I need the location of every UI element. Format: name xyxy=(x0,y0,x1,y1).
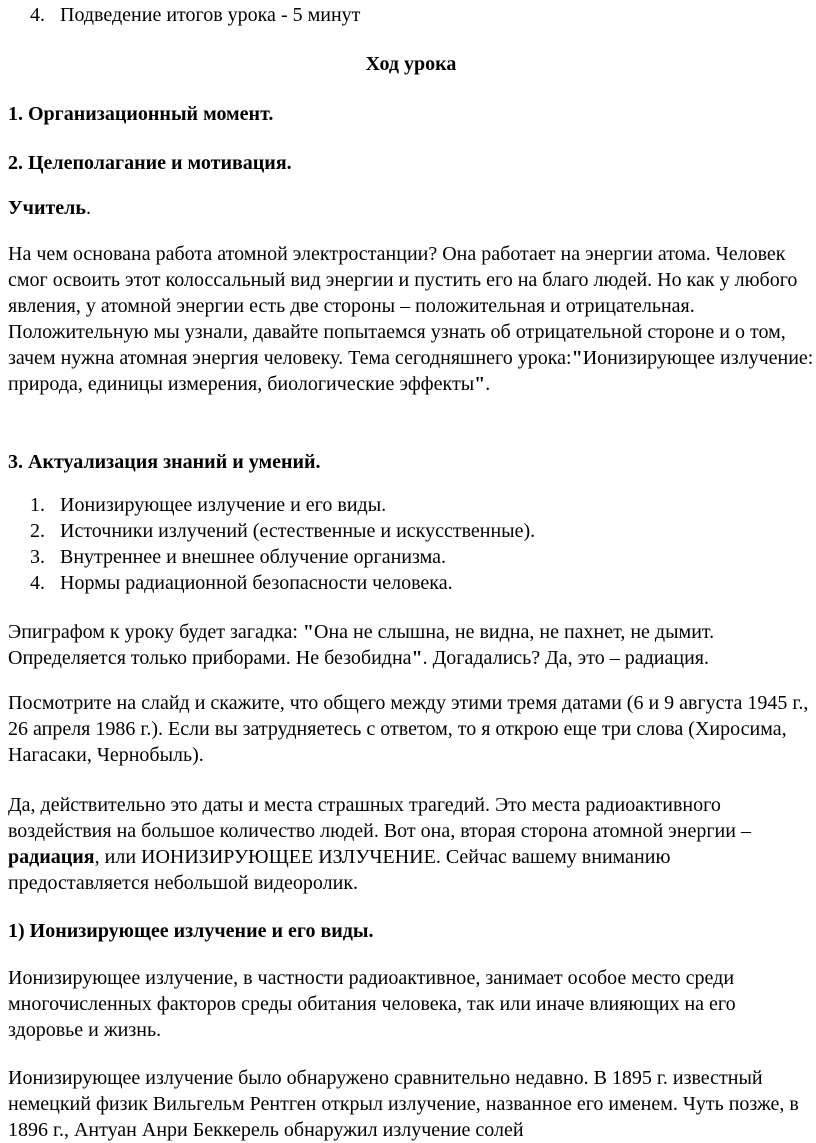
subsection-heading-1: 1) Ионизирующее излучение и его виды. xyxy=(8,920,374,942)
list-item xyxy=(8,570,814,596)
slide-paragraph: Посмотрите на слайд и скажите, что общего между этими тремя датами (6 и 9 августа 1945 г., 26 апреля 1986 г.). Если вы затрудняетесь с ответом, то я открою еще три слова (Хиросима, Нагасаки, Чернобыль). xyxy=(8,692,809,766)
actualization-list xyxy=(8,492,814,596)
intro-end: . xyxy=(485,373,491,395)
epigraph-answer: . Догадались? Да, это – радиация. xyxy=(422,647,709,669)
plan-list xyxy=(8,2,814,28)
list-text: Ионизирующее излучение и его виды. xyxy=(60,494,387,516)
tragedy-text: Да, действительно это даты и места страшных трагедий. Это места радиоактивного воздействия на большое количество людей. Вот она, вторая сторона атомной энергии – xyxy=(8,794,751,842)
teacher-name: Учитель xyxy=(8,197,86,219)
intro-paragraph xyxy=(8,241,814,397)
list-number: 2. xyxy=(30,520,45,542)
tragedy-paragraph xyxy=(8,792,814,896)
epigraph-intro: Эпиграфом к уроку будет загадка: xyxy=(8,621,303,643)
teacher-label xyxy=(8,195,814,221)
topic-quote-close: " xyxy=(474,373,486,395)
list-number: 1. xyxy=(30,494,45,516)
riddle-quote-open: " xyxy=(302,621,315,643)
history-paragraph: Ионизирующее излучение было обнаружено сравнительно недавно. В 1895 г. известный немецкий физик Вильгельм Рентген открыл излучение, названное его именем. Чуть позже, в 1896 г., Антуан Анри Беккерель обнаружил излучение солей xyxy=(8,1067,799,1141)
list-item xyxy=(8,518,814,544)
list-item xyxy=(8,544,814,570)
epigraph-paragraph xyxy=(8,619,814,671)
list-text: Нормы радиационной безопасности человека. xyxy=(60,572,453,594)
section-heading-1: 1. Организационный момент. xyxy=(8,103,274,125)
riddle-quote-close: " xyxy=(411,647,423,669)
tragedy-text-end: , или ИОНИЗИРУЮЩЕЕ ИЗЛУЧЕНИЕ. Сейчас вашему вниманию предоставляется небольшой видеоролик. xyxy=(8,846,671,894)
list-number: 4. xyxy=(30,572,45,594)
list-number: 3. xyxy=(30,546,45,568)
lesson-heading: Ход урока xyxy=(365,53,457,75)
section-heading-2: 2. Целеполагание и мотивация. xyxy=(8,152,292,174)
list-item xyxy=(8,492,814,518)
list-number: 4. xyxy=(30,4,45,26)
list-text: Внутреннее и внешнее облучение организма. xyxy=(60,546,447,568)
teacher-punct: . xyxy=(85,197,91,219)
list-item xyxy=(8,2,814,28)
ionizing-paragraph: Ионизирующее излучение, в частности радиоактивное, занимает особое место среди многочисленных факторов среды обитания человека, так или иначе влияющих на его здоровье и жизнь. xyxy=(8,967,736,1041)
riddle-text: Она не слышна, не видна, не пахнет, не дымит. Определяется только приборами. Не безобидна xyxy=(8,621,715,669)
topic-quote-open: " xyxy=(571,347,583,369)
lesson-topic: Ионизирующее излучение: природа, единицы измерения, биологические эффекты xyxy=(8,347,814,395)
list-text: Источники излучений (естественные и искусственные). xyxy=(60,520,536,542)
radiation-term: радиация xyxy=(8,846,95,868)
intro-text: На чем основана работа атомной электростанции? Она работает на энергии атома. Человек смог освоить этот колоссальный вид энергии и пустить его на благо людей. Но как у любого явления, у атомной энергии есть две стороны – положительная и отрицательная. Положительную мы узнали, давайте попытаемся узнать об отрицательной стороне и о том, зачем нужна атомная энергия человеку. Тема сегодняшнего урока: xyxy=(8,243,798,369)
section-heading-3: 3. Актуализация знаний и умений. xyxy=(8,451,321,473)
list-text: Подведение итогов урока - 5 минут xyxy=(60,4,361,26)
